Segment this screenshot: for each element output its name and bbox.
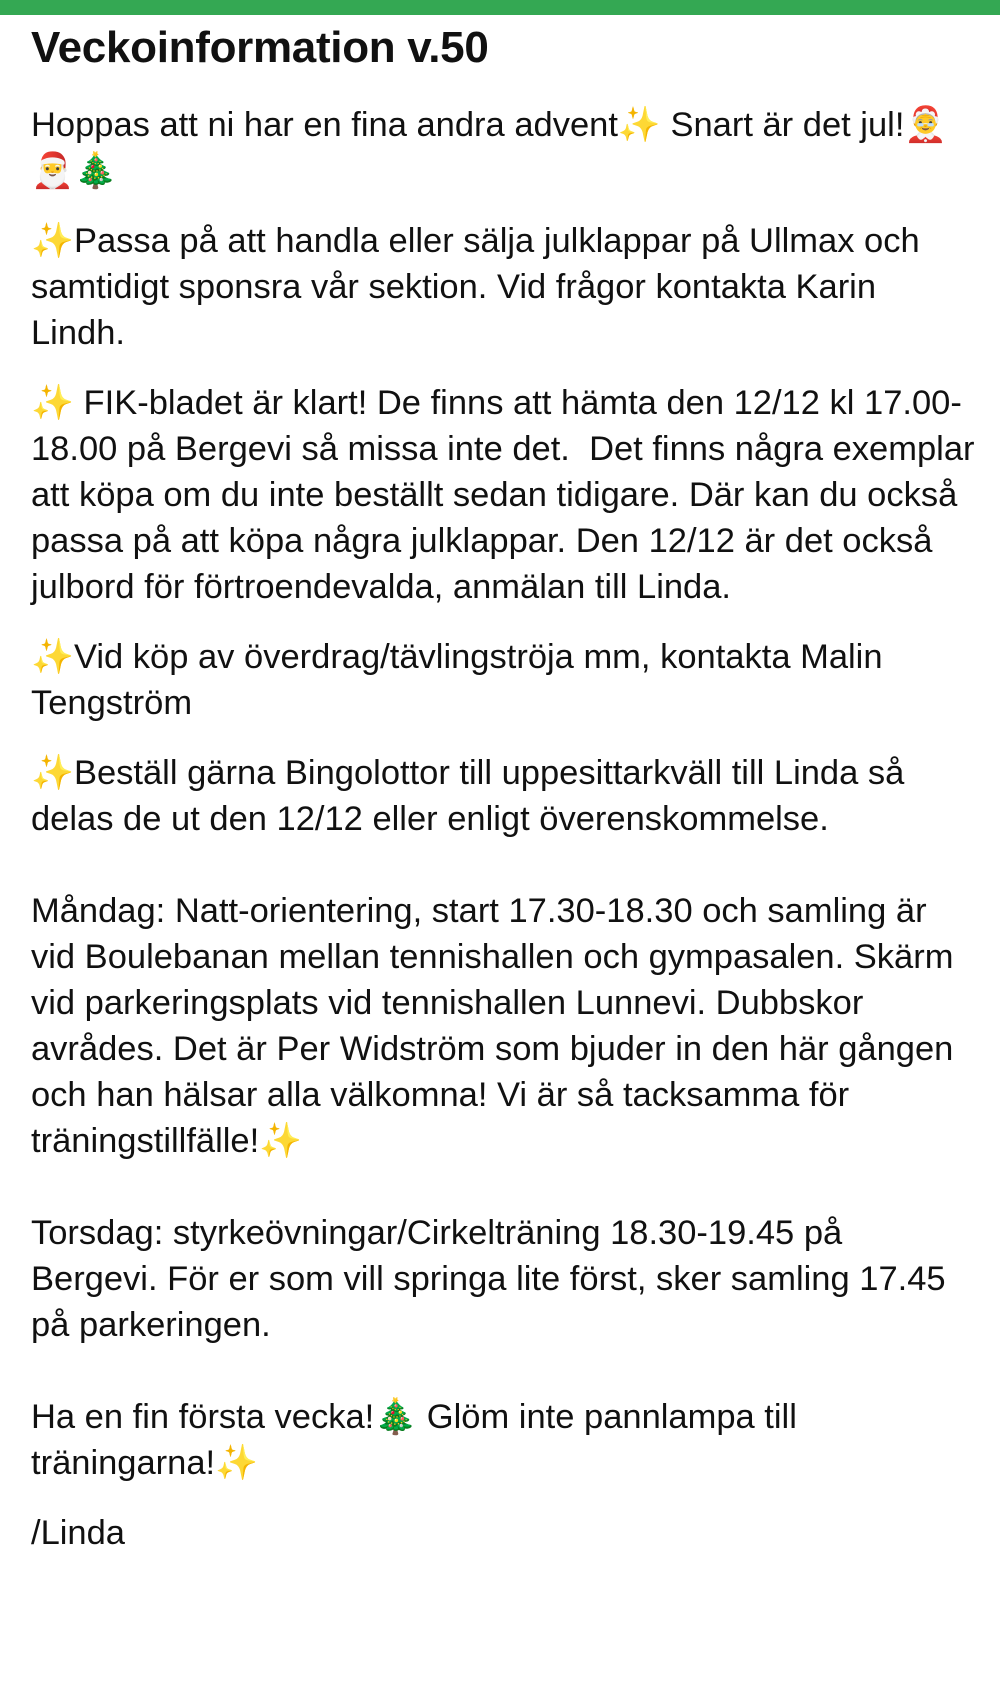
page-title: Veckoinformation v.50 <box>31 23 489 72</box>
paragraph-overdrag: ✨Vid köp av överdrag/tävlingströja mm, kontakta Malin Tengström <box>31 638 892 722</box>
paragraph-ullmax: ✨Passa på att handla eller sälja julklappar på Ullmax och samtidigt sponsra vår sektion. Vid frågor kontakta Karin Lindh. <box>31 222 930 352</box>
top-accent-bar <box>0 0 1000 15</box>
message-body <box>31 18 985 1556</box>
paragraph-advent-greeting: Hoppas att ni har en fina andra advent✨ Snart är det jul!🤶🎅🎄 <box>31 106 948 190</box>
paragraph-bingolottor: ✨Beställ gärna Bingolottor till uppesittarkväll till Linda så delas de ut den 12/12 eller enligt överenskommelse. <box>31 754 914 838</box>
paragraph-monday: Måndag: Natt-orientering, start 17.30-18.30 och samling är vid Boulebanan mellan tennishallen och gympasalen. Skärm vid parkeringsplats vid tennishallen Lunnevi. Dubbskor avrådes. Det är Per Widström som bjuder in den här gången och han hälsar alla välkomna! Vi är så tacksamma för träningstillfälle!✨ <box>31 892 964 1160</box>
signoff: /Linda <box>31 1514 125 1552</box>
paragraph-closing: Ha en fin första vecka!🎄 Glöm inte pannlampa till träningarna!✨ <box>31 1398 807 1482</box>
paragraph-fik-bladet: ✨ FIK-bladet är klart! De finns att hämta den 12/12 kl 17.00-18.00 på Bergevi så missa inte det. Det finns några exemplar att köpa om du inte beställt sedan tidigare. Där kan du också passa på att köpa några julklappar. Den 12/12 är det också julbord för förtroendevalda, anmälan till Linda. <box>31 384 985 606</box>
paragraph-thursday: Torsdag: styrkeövningar/Cirkelträning 18.30-19.45 på Bergevi. För er som vill springa lite först, sker samling 17.45 på parkeringen. <box>31 1214 956 1344</box>
